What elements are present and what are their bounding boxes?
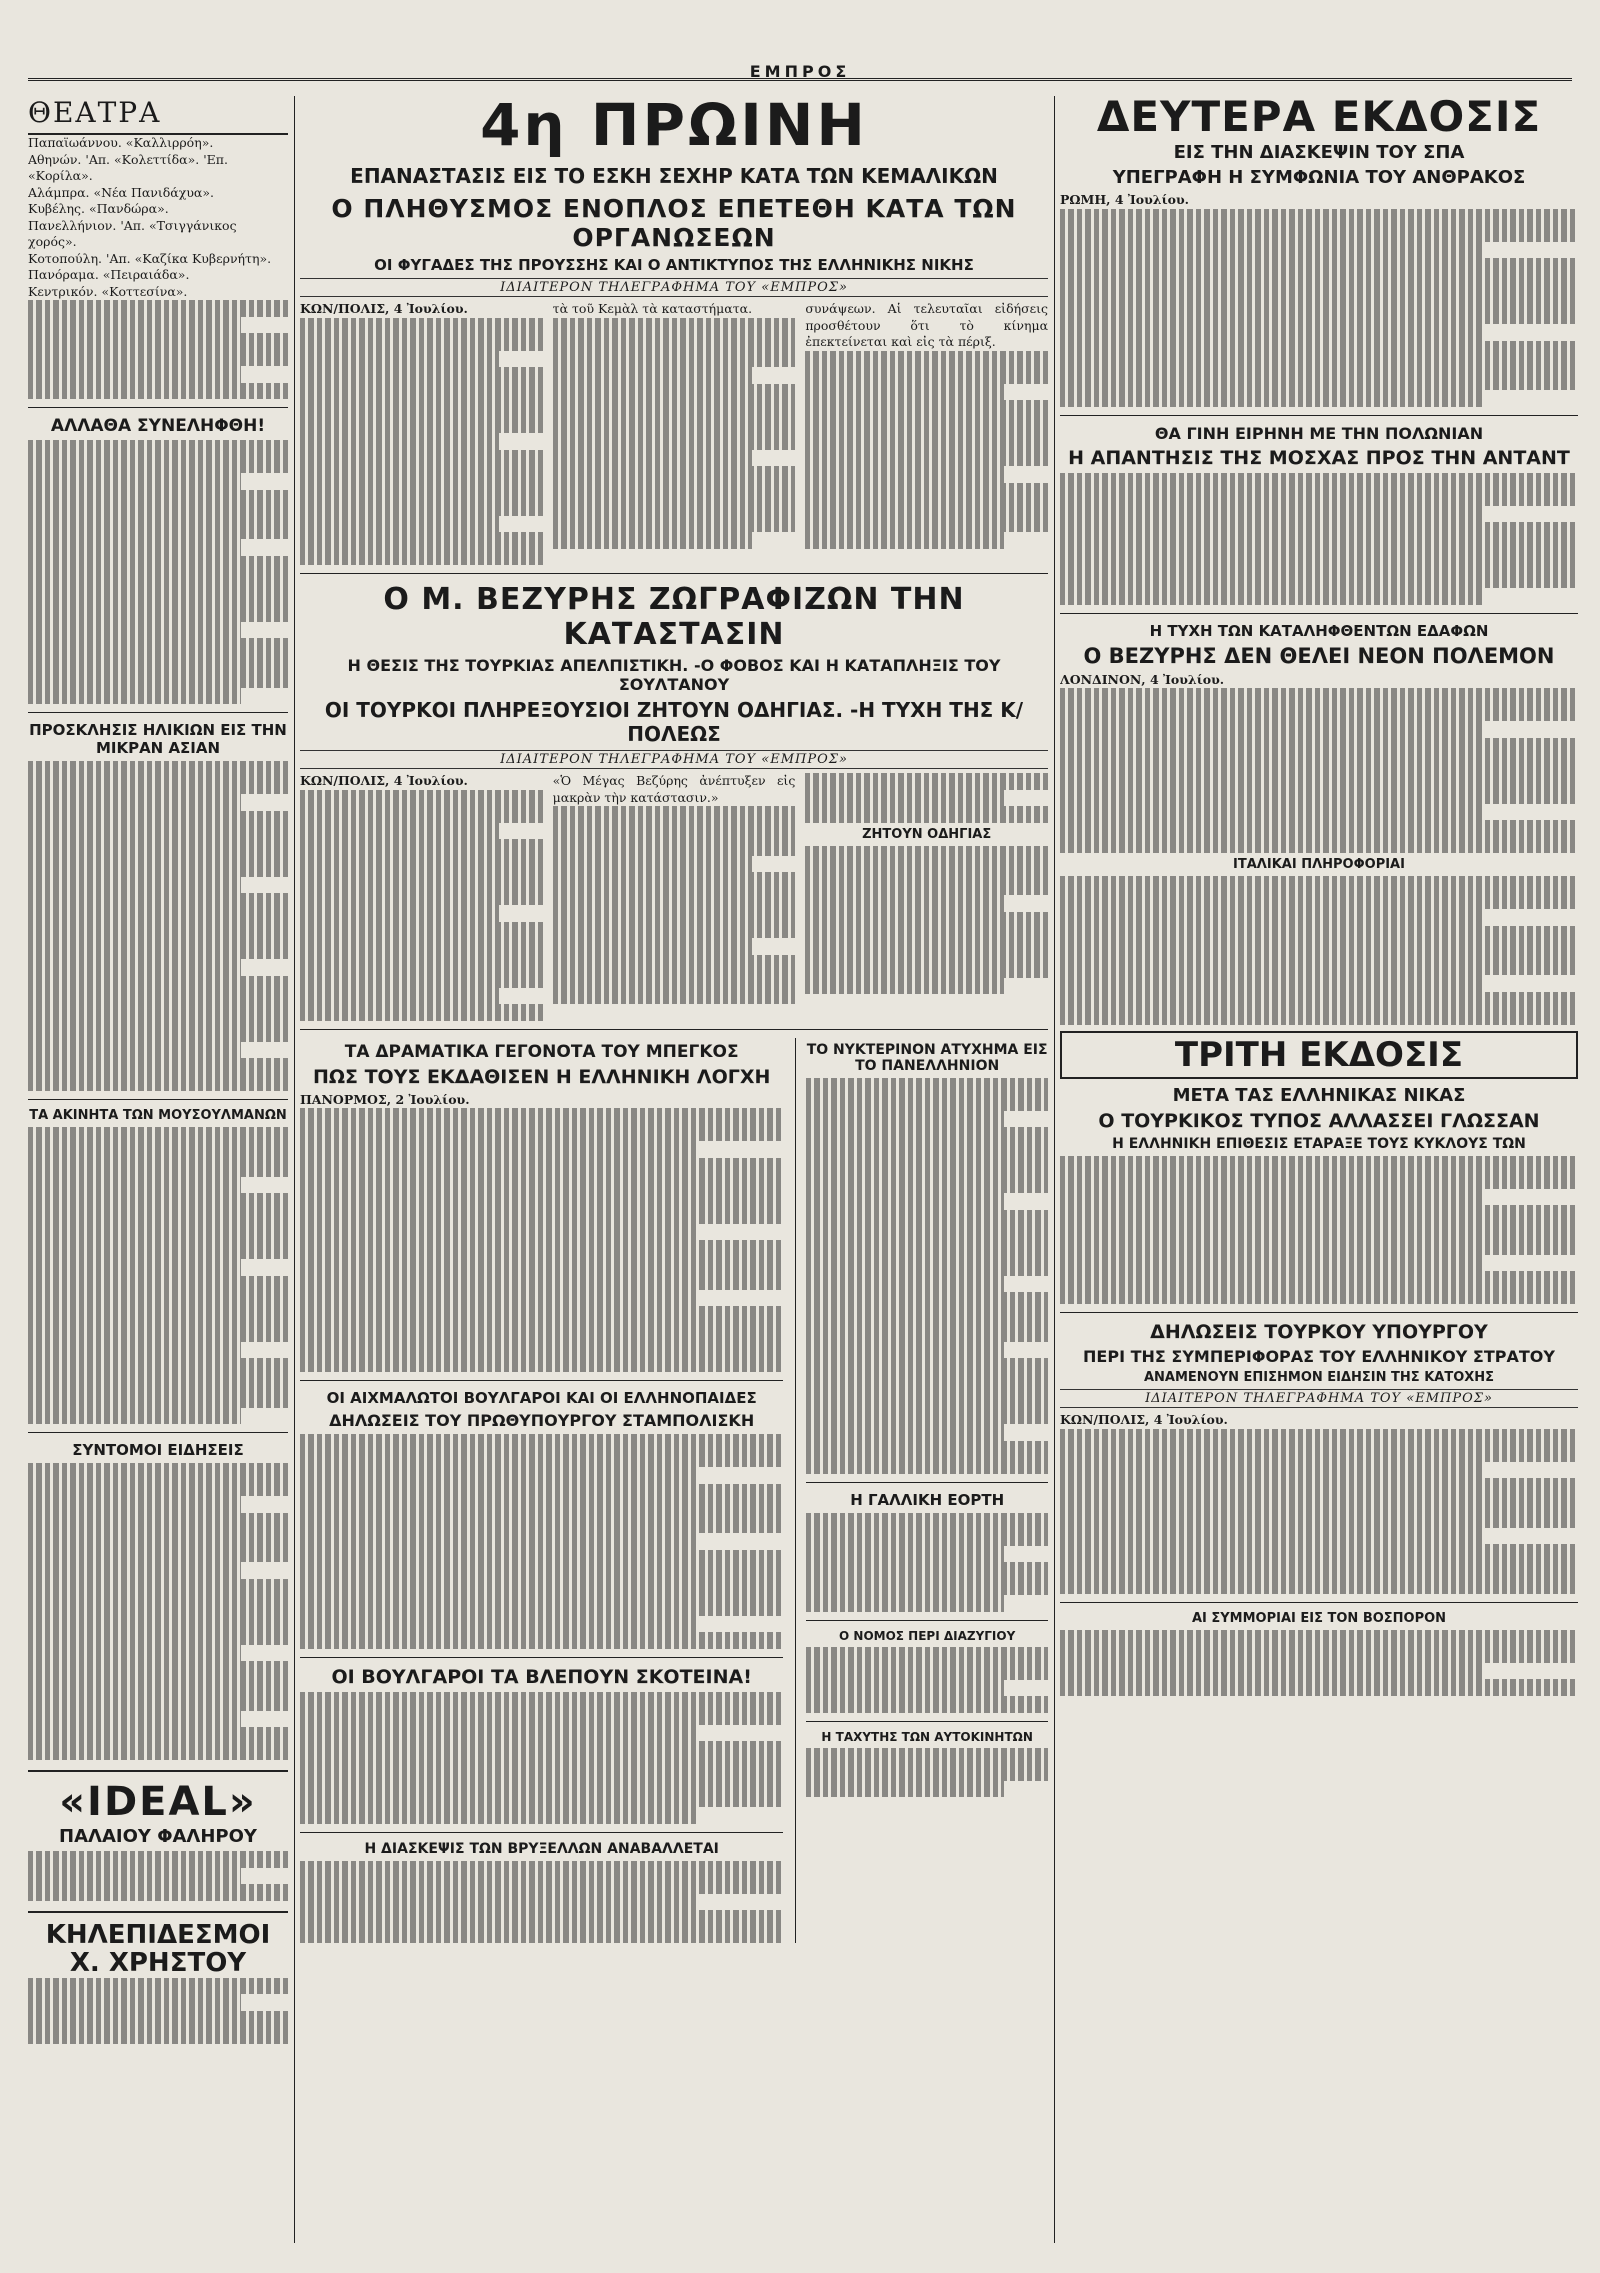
headline: Ο ΒΕΖΥΡΗΣ ΔΕΝ ΘΕΛΕΙ ΝΕΟΝ ΠΟΛΕΜΟΝ [1083,643,1555,668]
headline: ΕΠΑΝΑΣΤΑΣΙΣ ΕΙΣ ΤΟ ΕΣΚΗ ΣΕΧΗΡ ΚΑΤΑ ΤΩΝ ΚΕΜΑΛΙΚΩΝ [350,164,998,188]
headline: Ο Μ. ΒΕΖΥΡΗΣ ΖΩΓΡΑΦΙΖΩΝ ΤΗΝ ΚΑΤΑΣΤΑΣΙΝ [383,582,965,652]
column-rule [294,96,295,2243]
dateline: ΛΟΝΔΙΝΟΝ, 4 Ἰουλίου. [1060,671,1225,687]
headline: ΜΕΤΑ ΤΑΣ ΕΛΛΗΝΙΚΑΣ ΝΙΚΑΣ [1172,1084,1466,1106]
theatre-item: Κοτοπούλη. 'Απ. «Καζίκα Κυβερνήτη». [28,250,272,266]
dispatch-line: ΙΔΙΑΙΤΕΡΟΝ ΤΗΛΕΓΡΑΦΗΜΑ ΤΟΥ «ΕΜΠΡΟΣ» [300,278,1048,297]
headline: Η ΑΠΑΝΤΗΣΙΣ ΤΗΣ ΜΟΣΧΑΣ ΠΡΟΣ ΤΗΝ ΑΝΤΑΝΤ [1068,446,1570,469]
headline: ΔΗΛΩΣΕΙΣ ΤΟΥ ΠΡΩΘΥΠΟΥΡΓΟΥ ΣΤΑΜΠΟΛΙΣΚΗ [329,1411,755,1430]
theatre-item: Πανόραμα. «Πειραιάδα». [28,267,190,282]
article [795,1038,1048,1944]
article-text: «Ὁ Μέγας Βεζύρης ἀνέπτυξεν εἰς μακρὰν τὴν κατάστασιν.» [552,773,796,805]
headline: ΤΟ ΝΥΚΤΕΡΙΝΟΝ ΑΤΥΧΗΜΑ ΕΙΣ ΤΟ ΠΑΝΕΛΛΗΝΙΟΝ [806,1041,1048,1074]
article-text: τὰ τοῦ Κεμὰλ τὰ καταστήματα. [552,301,753,316]
edition-banner: ΔΕΥΤΕΡΑ ΕΚΔΟΣΙΣ [1096,96,1542,141]
headline: ΕΙΣ ΤΗΝ ΔΙΑΣΚΕΨΙΝ ΤΟΥ ΣΠΑ [1173,142,1465,163]
headline: Ο ΤΟΥΡΚΙΚΟΣ ΤΥΠΟΣ ΑΛΛΑΣΣΕΙ ΓΛΩΣΣΑΝ [1098,1109,1540,1132]
headline: ΟΙ ΒΟΥΛΓΑΡΟΙ ΤΑ ΒΛΕΠΟΥΝ ΣΚΟΤΕΙΝΑ! [331,1665,752,1688]
headline: Η ΘΕΣΙΣ ΤΗΣ ΤΟΥΡΚΙΑΣ ΑΠΕΛΠΙΣΤΙΚΗ. -Ο ΦΟΒΟΣ ΚΑΙ Η ΚΑΤΑΠΛΗΞΙΣ ΤΟΥ ΣΟΥΛΤΑΝΟΥ [347,656,1001,694]
headline: Ο ΠΛΗΘΥΣΜΟΣ ΕΝΟΠΛΟΣ ΕΠΕΤΕΘΗ ΚΑΤΑ ΤΩΝ ΟΡΓΑΝΩΣΕΩΝ [331,194,1017,252]
headline: ΟΙ ΦΥΓΑΔΕΣ ΤΗΣ ΠΡΟΥΣΣΗΣ ΚΑΙ Ο ΑΝΤΙΚΤΥΠΟΣ ΤΗΣ ΕΛΛΗΝΙΚΗΣ ΝΙΚΗΣ [374,256,974,274]
center-column [300,96,1048,2243]
dateline: ΚΩΝ/ΠΟΛΙΣ, 4 Ἰουλίου. [300,773,468,788]
column-rule [1054,96,1055,2243]
ad-subtitle: ΠΑΛΑΙΟΥ ΦΑΛΗΡΟΥ [59,1826,257,1847]
headline: Η ΓΑΛΛΙΚΗ ΕΟΡΤΗ [850,1490,1005,1509]
headline: ΑΝΑΜΕΝΟΥΝ ΕΠΙΣΗΜΟΝ ΕΙΔΗΣΙΝ ΤΗΣ ΚΑΤΟΧΗΣ [1143,1370,1495,1385]
dateline: ΡΩΜΗ, 4 Ἰουλίου. [1060,192,1189,207]
edition-banner: ΤΡΙΤΗ ΕΚΔΟΣΙΣ [1060,1031,1578,1079]
right-column [1060,96,1578,2243]
headline: ΘΑ ΓΙΝΗ ΕΙΡΗΝΗ ΜΕ ΤΗΝ ΠΟΛΩΝΙΑΝ [1154,423,1484,443]
left-column [28,96,288,2243]
headline: ΑΛΛΑΘΑ ΣΥΝΕΛΗΦΘΗ! [50,416,266,436]
advertisement [28,1770,288,1901]
dateline: ΚΩΝ/ΠΟΛΙΣ, 4 Ἰουλίου. [1060,1412,1228,1427]
headline: ΟΙ ΤΟΥΡΚΟΙ ΠΛΗΡΕΞΟΥΣΙΟΙ ΖΗΤΟΥΝ ΟΔΗΓΙΑΣ. -Η ΤΥΧΗ ΤΗΣ Κ/ΠΟΛΕΩΣ [324,698,1024,746]
headline: Ο ΝΟΜΟΣ ΠΕΡΙ ΔΙΑΖΥΓΙΟΥ [839,1628,1016,1643]
headline: ΠΕΡΙ ΤΗΣ ΣΥΜΠΕΡΙΦΟΡΑΣ ΤΟΥ ΕΛΛΗΝΙΚΟΥ ΣΤΡΑΤΟΥ [1083,1347,1555,1366]
theatre-heading: ΘΕΑΤΡΑ [28,96,288,135]
article-body [300,773,1048,1021]
theatre-item: Πανελλήνιον. 'Απ. «Τσιγγάνικος χορός». [28,217,237,249]
article-text: συνάψεων. Αἱ τελευταῖαι εἰδήσεις προσθέτουν ὅτι τὸ κίνημα ἐπεκτείνεται καὶ εἰς τὰ πέριξ. [805,301,1048,349]
headline: ΔΗΛΩΣΕΙΣ ΤΟΥΡΚΟΥ ΥΠΟΥΡΓΟΥ [1150,1321,1488,1343]
edition-banner: 4η ΠΡΩΙΝΗ [480,96,868,159]
headline: ΥΠΕΓΡΑΦΗ Η ΣΥΜΦΩΝΙΑ ΤΟΥ ΑΝΘΡΑΚΟΣ [1112,167,1526,188]
headline: ΣΥΝΤΟΜΟΙ ΕΙΔΗΣΕΙΣ [72,1441,244,1459]
headline: ΤΑ ΑΚΙΝΗΤΑ ΤΩΝ ΜΟΥΣΟΥΛΜΑΝΩΝ [29,1108,287,1123]
dispatch-line: ΙΔΙΑΙΤΕΡΟΝ ΤΗΛΕΓΡΑΦΗΜΑ ΤΟΥ «ΕΜΠΡΟΣ» [300,750,1048,769]
dateline: ΠΑΝΟΡΜΟΣ, 2 Ἰουλίου. [300,1091,470,1107]
headline: ΑΙ ΣΥΜΜΟΡΙΑΙ ΕΙΣ ΤΟΝ ΒΟΣΠΟΡΟΝ [1191,1610,1447,1626]
ad-advertiser: Χ. ΧΡΗΣΤΟΥ [69,1948,247,1979]
headline: ΟΙ ΑΙΧΜΑΛΩΤΟΙ ΒΟΥΛΓΑΡΟΙ ΚΑΙ ΟΙ ΕΛΛΗΝΟΠΑΙΔΕΣ [326,1389,757,1407]
advertisement [28,1911,288,2044]
headline: ΠΩΣ ΤΟΥΣ ΕΚΔΑΘΙΣΕΝ Η ΕΛΛΗΝΙΚΗ ΛΟΓΧΗ [312,1065,771,1088]
article-body [300,301,1048,565]
article [300,1038,783,1944]
subheading: ΙΤΑΛΙΚΑΙ ΠΛΗΡΟΦΟΡΙΑΙ [1233,857,1405,872]
ad-name: «IDEAL» [59,1779,257,1825]
lower-articles [300,1038,1048,1944]
theatre-item: Αθηνών. 'Απ. «Κολεττίδα». 'Επ. «Κορίλα». [28,151,228,183]
headline: Η ΕΛΛΗΝΙΚΗ ΕΠΙΘΕΣΙΣ ΕΤΑΡΑΞΕ ΤΟΥΣ ΚΥΚΛΟΥΣ ΤΩΝ [1112,1135,1526,1152]
theatre-item: Αλάμπρα. «Νέα Πανιδάχυα». [28,184,214,200]
dateline: ΚΩΝ/ΠΟΛΙΣ, 4 Ἰουλίου. [300,301,468,316]
headline: Η ΤΥΧΗ ΤΩΝ ΚΑΤΑΛΗΦΘΕΝΤΩΝ ΕΔΑΦΩΝ [1149,621,1489,640]
theatre-item: Κυβέλης. «Πανδώρα». [28,201,169,216]
dispatch-line: ΙΔΙΑΙΤΕΡΟΝ ΤΗΛΕΓΡΑΦΗΜΑ ΤΟΥ «ΕΜΠΡΟΣ» [1060,1389,1578,1408]
subheading: ΖΗΤΟΥΝ ΟΔΗΓΙΑΣ [862,826,992,842]
headline: Η ΔΙΑΣΚΕΨΙΣ ΤΩΝ ΒΡΥΞΕΛΛΩΝ ΑΝΑΒΑΛΛΕΤΑΙ [364,1840,719,1857]
theatre-item: Παπαϊωάννου. «Καλλιρρόη». [28,135,214,150]
ad-headline: ΚΗΛΕΠΙΔΕΣΜΟΙ [45,1919,271,1950]
headline: ΤΑ ΔΡΑΜΑΤΙΚΑ ΓΕΓΟΝΟΤΑ ΤΟΥ ΜΠΕΓΚΟΣ [344,1041,739,1062]
headline: Η ΤΑΧΥΤΗΣ ΤΩΝ ΑΥΤΟΚΙΝΗΤΩΝ [821,1729,1033,1744]
headline: ΠΡΟΣΚΛΗΣΙΣ ΗΛΙΚΙΩΝ ΕΙΣ ΤΗΝ ΜΙΚΡΑΝ ΑΣΙΑΝ [29,721,287,757]
masthead: ΕΜΠΡΟΣ [0,62,1600,81]
theatre-item: Κεντρικόν. «Κοττεσίνα». [28,283,188,299]
masthead-rule [28,78,1572,81]
